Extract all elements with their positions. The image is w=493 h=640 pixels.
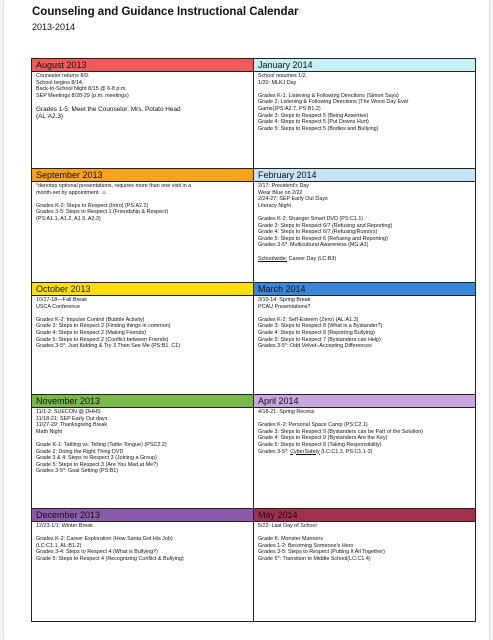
- event-line: School begins 8/14.: [36, 79, 84, 86]
- lesson-line: Grade 4: Steps to Respect 5 (Put Downs Hurt): [258, 119, 369, 126]
- event-line: Math Night: [36, 428, 63, 435]
- lesson-line: Grade 3: Steps to Respect 8 (What is a Bystander?): [258, 323, 383, 330]
- month-body-october: [32, 296, 253, 350]
- month-header-january: January 2014: [254, 59, 475, 72]
- month-body-march: [254, 296, 475, 350]
- event-line: 4/18-21: Spring Recess: [258, 409, 315, 415]
- month-cell-february: [254, 169, 475, 283]
- event-line: 3/10-14: Spring Break: [258, 297, 311, 303]
- spacer: [258, 530, 472, 537]
- lesson-line: Grade 4: Steps to Respect 2 (Making Friends): [36, 329, 146, 336]
- spacer: [36, 196, 250, 203]
- month-body-september: [32, 182, 253, 223]
- lesson-line: Grade 4: Steps to Respect 9 (Bystanders Are the Key): [258, 435, 388, 442]
- lesson-line: Grade 3: Steps to Respect 5 (Being Assertive): [258, 112, 369, 119]
- spacer: [258, 86, 472, 93]
- spacer: [258, 310, 472, 317]
- lesson-line: (PS:A1.1, A1.2, A1.9, A2.3): [36, 215, 101, 222]
- lesson-line: Grades 3-5*: Just Kidding & Try 3 Then See Me (PS:B1. C1): [36, 343, 181, 350]
- lesson-line: Grade K: Monster Manners: [258, 536, 324, 543]
- lesson-line: Grade 3: Steps to Respect 9 (Bystanders can be Part of the Solution): [258, 428, 424, 435]
- calendar-grid: [31, 58, 476, 622]
- month-header-december: December 2013: [32, 509, 253, 522]
- lesson-line: Grade 5: Steps to Respect 4 (Recognizing Conflict & Bullying): [36, 555, 184, 562]
- lesson-line: Grades 3-5*: Odd Velvet–Accepting Differences: [258, 343, 372, 350]
- event-line: 11/18-21: SEP Early Out days: [36, 415, 108, 422]
- month-body-february: [254, 182, 475, 262]
- event-line: 2/24-27: SEP Early Out Days: [258, 196, 328, 203]
- lesson-line: (AL:A2.3): [36, 113, 63, 121]
- event-line: Literacy Night: [258, 202, 291, 209]
- event-line: *denotes optional presentations, requires more than one visit in a: [36, 183, 192, 189]
- lesson-line: Grade K-1: Tattling vs. Telling (Tattle Tongue) (PSC2.2): [36, 441, 167, 448]
- month-header-november: November 2013: [32, 395, 253, 408]
- left-column: [32, 59, 253, 621]
- month-body-december: [32, 522, 253, 563]
- lesson-line: Grade 5: Steps to Respect 2 (Conflict between Friends): [36, 336, 169, 343]
- lesson-line: Grades K-2: Career Exploration (How Santa Got His Job): [36, 536, 173, 543]
- schoolwide-line: [258, 256, 472, 263]
- spacer: [258, 249, 472, 256]
- lesson-line: Grade 5*: Transition to Middle School(LC:C1.4): [258, 555, 371, 562]
- lesson-line: Grades K-2: Steps to Respect (Intro) (PS:A2.2): [36, 202, 149, 209]
- lesson-line: Grades 1-5: Meet the Counselor: Mrs. Potato Head: [36, 105, 181, 113]
- event-line: Wear Blue on 2/22: [258, 189, 303, 196]
- spacer: [36, 99, 250, 106]
- lesson-line: Grades 3-5*: Goal Setting (PS:B1): [36, 468, 119, 475]
- month-header-october: October 2013: [32, 283, 253, 296]
- event-line: 11/1-2: SUECON @ DHHS: [36, 409, 101, 415]
- month-cell-september: [32, 169, 253, 283]
- cybersafety-link-text: CyberSafety: [290, 448, 320, 455]
- lesson-suffix: (LC:C1.3, PS:C1.1-3): [319, 448, 373, 455]
- lesson-line: Grades 3-5*: Multicultural Awareness (MG:A1): [258, 242, 369, 249]
- month-body-november: [32, 408, 253, 475]
- event-line: SEP Meetings 8/28-29 (p.m. meetings): [36, 92, 129, 99]
- document-title: Counseling and Guidance Instructional Calendar: [32, 6, 299, 18]
- event-line: 5/22: Last Day of School: [258, 523, 317, 529]
- month-cell-may: [254, 509, 475, 621]
- lesson-line: [258, 449, 472, 456]
- lesson-line: Grade 4: Steps to Respect 8 (Reporting Bullying): [258, 329, 375, 336]
- lesson-line: Grades K-2: Stranger Smart DVD (PS:C1.1): [258, 215, 364, 222]
- lesson-line: Grades K-2: Self-Esteem (Zero) (AL:A1.3): [258, 316, 359, 323]
- month-header-february: February 2014: [254, 169, 475, 182]
- month-cell-january: [254, 59, 475, 169]
- lesson-line: Grades K-1: Listening & Following Directions (Simon Says): [258, 92, 399, 99]
- month-cell-april: [254, 395, 475, 509]
- lesson-line: (LC:C1.1, AL:B1.2): [36, 542, 82, 549]
- spacer: [36, 530, 250, 537]
- document-page: [4, 0, 489, 640]
- event-line: Counselor returns 8/9.: [36, 73, 90, 79]
- spacer: [258, 416, 472, 423]
- month-header-march: March 2014: [254, 283, 475, 296]
- lesson-line: Game)(PS:A2.7, PS:B1.2): [258, 105, 321, 112]
- month-cell-march: [254, 283, 475, 395]
- spacer: [36, 435, 250, 442]
- month-header-september: September 2013: [32, 169, 253, 182]
- month-cell-december: [32, 509, 253, 621]
- schoolwide-event: Career Day (LC:B3): [287, 255, 337, 262]
- lesson-line: Grade 3: Steps to Respect 2 (Finding things in common): [36, 323, 171, 330]
- lesson-line: Grade 3 & 4: Steps to Respect 3 (Joining a Group): [36, 455, 157, 462]
- lesson-line: Grades K-2: Impulse Control (Bubble Activity): [36, 316, 145, 323]
- lesson-line: Grade 3: Steps to Respect 6/7 (Refusing and Reporting): [258, 222, 393, 229]
- month-body-august: [32, 72, 253, 121]
- lesson-line: Grade 5: Steps to Respect 3 (Are You Mad at Me?): [36, 461, 158, 468]
- lesson-line: Grade 5: Steps to Respect 7 (Bystanders can Help): [258, 336, 381, 343]
- event-line: 11/27-29: Thanksgiving Break: [36, 422, 108, 429]
- spacer: [36, 310, 250, 317]
- right-column: [253, 59, 475, 621]
- month-body-may: [254, 522, 475, 563]
- lesson-line: Grade 4: Steps to Respect 6/7 (Refusing/Rumors): [258, 229, 378, 236]
- lesson-line: Grade 5: Steps to Respect 5 (Bodies and Bullying): [258, 125, 379, 132]
- event-line: PCAU Presentations?: [258, 303, 311, 310]
- lesson-line: Grades K-2: Personal Space Camp (PS:C2.1): [258, 422, 368, 429]
- school-year: 2013-2014: [32, 22, 76, 32]
- lesson-line: Grade 5: Steps to Respect 8 (Taking Responsibility): [258, 441, 382, 448]
- month-cell-august: [32, 59, 253, 169]
- month-cell-november: [32, 395, 253, 509]
- month-header-april: April 2014: [254, 395, 475, 408]
- lesson-line: Grades 1-2: Becoming Someone's Hero: [258, 542, 354, 549]
- event-line: School resumes 1/2.: [258, 73, 308, 79]
- lesson-line: Grade 5: Steps to Respect 6 (Refusing and Reporting): [258, 235, 388, 242]
- event-line: Back-to-School Night 8/15 @ 6-8 p.m.: [36, 86, 127, 93]
- event-line: 10/17-18—Fall Break: [36, 297, 87, 303]
- event-line: 1/20: MLKJ Day: [258, 79, 297, 86]
- lesson-line: Grades 3-4: Steps to Respect 4 (What is Bullying?): [36, 549, 158, 556]
- lesson-line: Grade 2: Listening & Following Directions (The Worst Day Ever: [258, 99, 409, 106]
- event-line: USCA Conference: [36, 303, 81, 310]
- month-body-april: [254, 408, 475, 455]
- month-header-may: May 2014: [254, 509, 475, 522]
- lesson-line: Grades 3-5: Steps to Respect 1 (Friendship & Respect): [36, 209, 169, 216]
- month-cell-october: [32, 283, 253, 395]
- lesson-prefix: Grades 3-5*:: [258, 448, 291, 455]
- event-line: 12/23-1/1: Winter Break: [36, 523, 93, 529]
- lesson-line: Grade 2: Doing the Right Thing DVD: [36, 448, 124, 455]
- event-line: 2/17: President's Day: [258, 183, 310, 189]
- month-body-january: [254, 72, 475, 132]
- spacer: [258, 209, 472, 216]
- month-header-august: August 2013: [32, 59, 253, 72]
- event-line: month-set by appointment. ☺: [36, 189, 107, 196]
- lesson-line: Grades 3-5: Steps to Respect (Putting It All Together): [258, 549, 385, 556]
- schoolwide-label: Schoolwide:: [258, 255, 288, 262]
